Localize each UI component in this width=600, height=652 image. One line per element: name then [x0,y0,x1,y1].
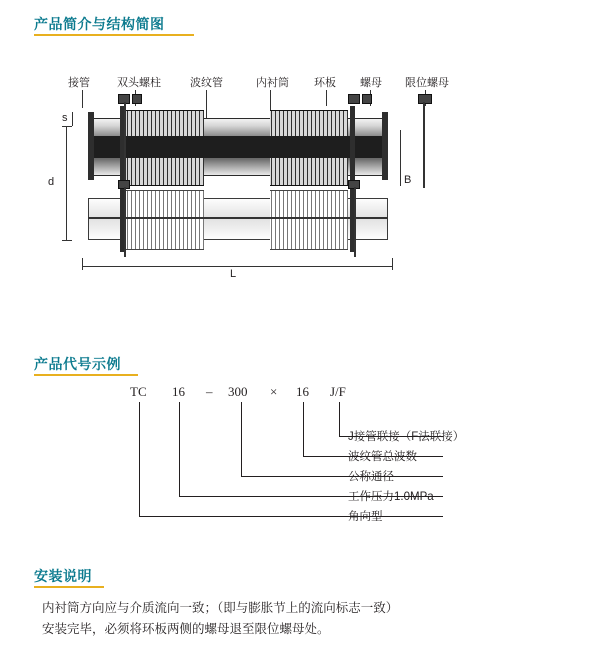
dim-tick-d-bottom [62,240,72,241]
dim-tick-L-right [392,258,393,270]
section-title-code: 产品代号示例 [34,356,121,372]
code-desc-type: 角向型 [348,511,383,523]
dim-line-L [82,266,392,267]
section-title-structure: 产品简介与结构简图 [34,16,165,32]
tie-rod-upper-right [423,102,425,188]
section-underline-code [34,374,138,376]
structure-diagram [48,70,480,290]
code-desc-pressure: 工作压力1.0MPa [348,491,434,503]
callout-label-liner: 内衬筒 [256,77,289,89]
code-token-diameter: 300 [228,384,248,399]
tie-rod-lower-right [354,187,356,257]
nut-right-upper [362,94,372,104]
code-line-diameter [241,402,242,476]
code-desc-connection: J接管联接（F法联接） [348,431,465,443]
code-line-waves [303,402,304,456]
bellows-lower-left [126,190,204,250]
leader-ring-plate [326,90,327,106]
callout-label-connector: 接管 [68,77,90,89]
dim-line-d [66,126,67,240]
tie-rod-upper-left [124,102,126,188]
install-note-line-1: 内衬筒方向应与介质流向一致；（即与膨胀节上的流向标志一致） [42,601,399,615]
stud-nut-right-upper [348,94,360,104]
dim-label-B: B [404,174,412,186]
section-underline-install [34,586,104,588]
code-pointer-diameter [241,476,443,477]
dim-label-s: s [62,112,68,124]
section-title-install: 安装说明 [34,568,92,584]
end-connector-right-upper [382,112,388,180]
tie-rod-lower-left [124,187,126,257]
stud-bolt-left-upper [132,94,142,104]
product-code-example [110,378,530,538]
callout-label-bellows: 波纹管 [190,77,223,89]
code-pointer-type [139,516,443,517]
leader-connector [82,90,83,108]
section-underline-structure [34,34,194,36]
ring-plate-right-upper [350,106,355,186]
code-token-pressure: 16 [172,384,185,399]
code-line-pressure [179,402,180,496]
dim-tick-L-left [82,258,83,270]
install-notes [42,598,562,640]
dim-label-d: d [48,176,55,188]
dim-label-L: L [230,268,237,280]
callout-label-nut: 螺母 [360,77,382,89]
code-token-times: × [270,384,278,399]
center-line-lower [88,217,388,219]
dim-line-B [400,130,401,186]
end-connector-left-upper [88,112,94,180]
code-token-dash: – [206,384,213,399]
limit-nut-upper [418,94,432,104]
callout-label-ring-plate: 环板 [314,77,336,89]
code-desc-waves: 波纹管总波数 [348,451,417,463]
dim-tick-d-top [62,126,72,127]
callout-label-stud-bolt: 双头螺柱 [117,77,161,89]
inner-liner-band [88,136,388,158]
bellows-lower-right [270,190,348,250]
code-desc-diameter: 公称通径 [348,471,394,483]
code-token-connection: J/F [330,384,346,399]
callout-label-limit-nut: 限位螺母 [405,77,449,89]
code-line-connection [339,402,340,436]
code-token-tc: TC [130,384,147,399]
code-token-waves: 16 [296,384,309,399]
code-line-type [139,402,140,516]
install-note-line-2: 安装完毕，必须将环板两侧的螺母退至限位螺母处。 [42,622,330,636]
dim-line-s [72,112,73,126]
